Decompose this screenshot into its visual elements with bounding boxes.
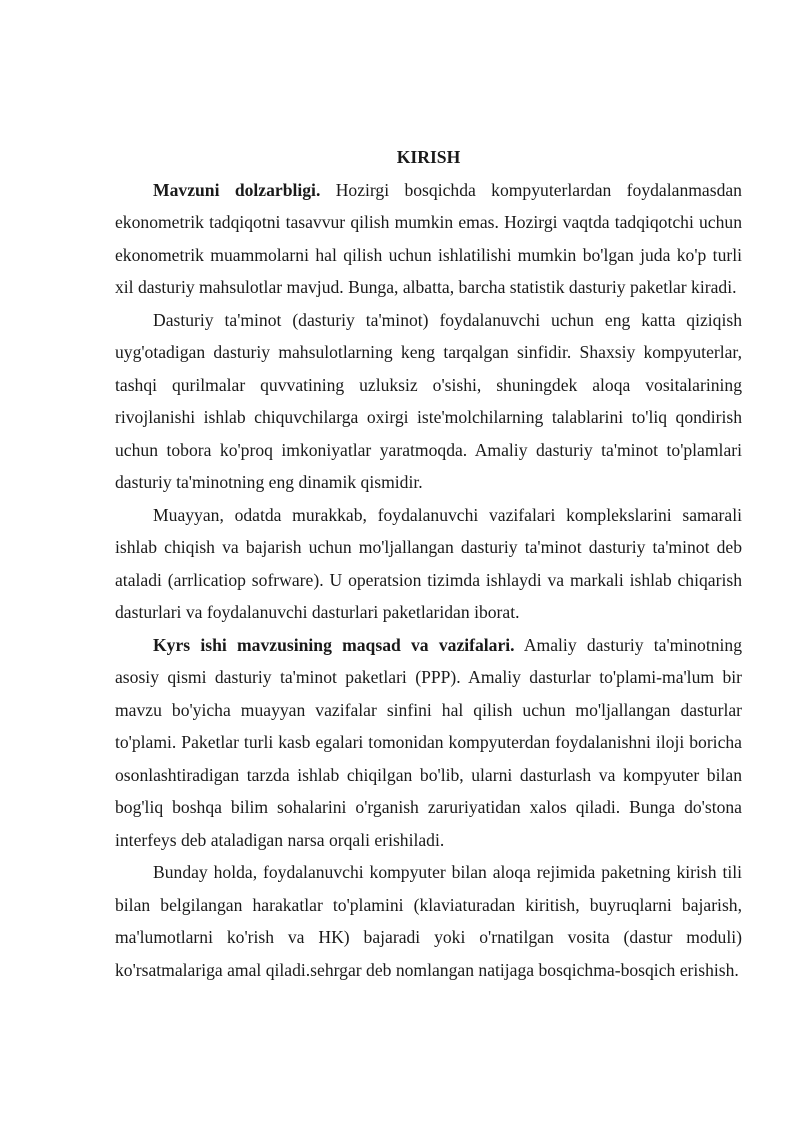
page-title: KIRISH	[396, 147, 461, 167]
paragraph-text-relevance: Hozirgi bosqichda kompyuterlardan foydalanmasdan ekonometrik tadqiqotni tasavvur qilish mumkin emas. Hozirgi vaqtda tadqiqotchi uchun ekonometrik muammolarni hal qilish uchun ishlatilishi mumkin bo'lgan juda ko'p turli xil dasturiy mahsulotlar mavjud. Bunga, albatta, barcha statistik dasturiy paketlar kiradi.	[115, 179, 742, 297]
paragraph-goals	[115, 629, 742, 857]
paragraph-text-goals: Amaliy dasturiy ta'minotning asosiy qismi dasturiy ta'minot paketlari (PPP). Amaliy dasturlar to'plami-ma'lum bir mavzu bo'yicha muayyan vazifalar sinfini hal qilish uchun mo'ljallangan dasturlar to'plami. Paketlar turli kasb egalari tomonidan kompyuterdan foydalanishni iloji boricha osonlashtiradigan tarzda ishlab chiqilgan bo'lib, ularni dasturlash va kompyuter bilan bog'liq boshqa bilim sohalarini o'rganish zaruriyatidan xalos qiladi. Bunga do'stona interfeys deb ataladigan narsa orqali erishiladi.	[115, 634, 742, 850]
paragraph-software	[115, 304, 742, 499]
paragraph-text-software: Dasturiy ta'minot (dasturiy ta'minot) foydalanuvchi uchun eng katta qiziqish uyg'otadigan dasturiy mahsulotlarning keng tarqalgan sinfidir. Shaxsiy kompyuterlar, tashqi qurilmalar quvvatining uzluksiz o'sishi, shuningdek aloqa vositalarining rivojlanishi ishlab chiquvchilarga oxirgi iste'molchilarning talablarini to'liq qondirish uchun tobora ko'proq imkoniyatlar yaratmoqda. Amaliy dasturiy ta'minot to'plamlari dasturiy ta'minotning eng dinamik qismidir.	[115, 309, 742, 492]
document-page	[115, 141, 742, 986]
paragraph-relevance	[115, 174, 742, 304]
paragraph-interaction	[115, 856, 742, 986]
paragraph-application-software	[115, 499, 742, 629]
paragraph-lead-relevance: Mavzuni dolzarbligi.	[153, 179, 321, 200]
paragraph-text-application-software: Muayyan, odatda murakkab, foydalanuvchi vazifalari komplekslarini samarali ishlab chiqish va bajarish uchun mo'ljallangan dasturiy ta'minot dasturiy ta'minot deb ataladi (arrlicatiop sofrware). U operatsion tizimda ishlaydi va markali ishlab chiqarish dasturlari va foydalanuvchi dasturlari paketlaridan iborat.	[115, 504, 742, 622]
paragraph-lead-goals: Kyrs ishi mavzusining maqsad va vazifalari.	[153, 634, 515, 655]
paragraph-text-interaction: Bunday holda, foydalanuvchi kompyuter bilan aloqa rejimida paketning kirish tili bilan belgilangan harakatlar to'plamini (klaviaturadan kiritish, buyruqlarni bajarish, ma'lumotlarni ko'rish va HK) bajaradi yoki o'rnatilgan vosita (dastur moduli) ko'rsatmalariga amal qiladi.sehrgar deb nomlangan natijaga bosqichma-bosqich erishish.	[115, 862, 742, 980]
